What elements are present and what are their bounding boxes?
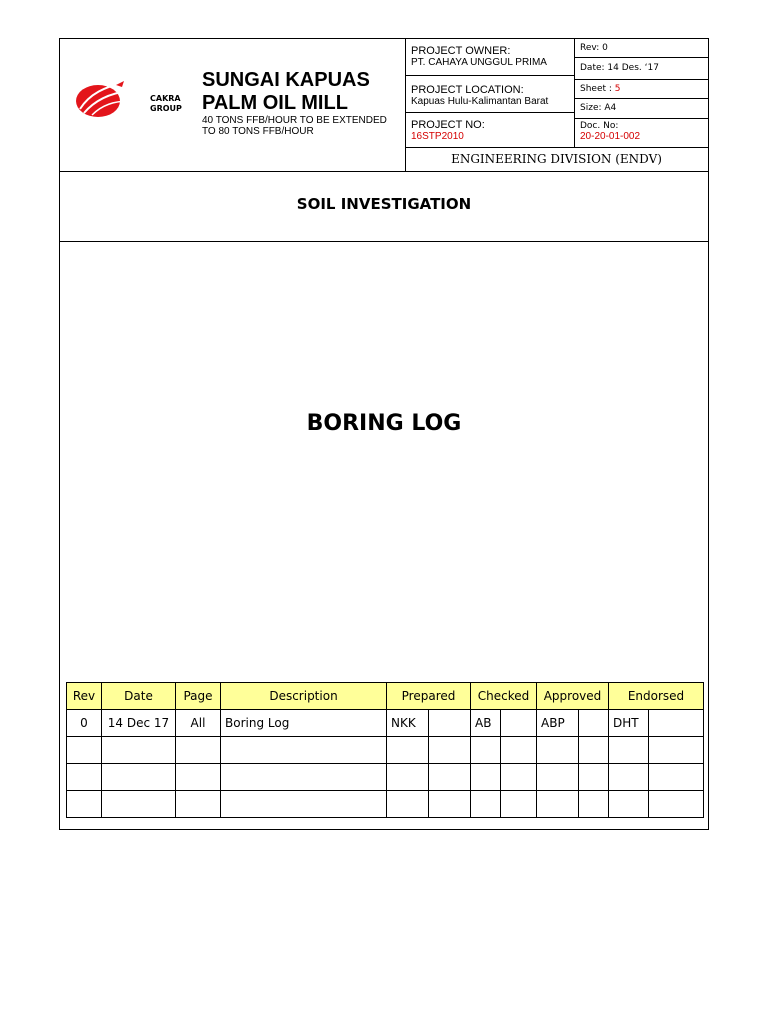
table-row: [67, 791, 704, 818]
rev-value: 0: [602, 43, 608, 53]
header-date: Date: [102, 683, 176, 710]
size-value: A4: [604, 103, 617, 113]
cell-approved: [537, 791, 579, 818]
cell-page: [176, 764, 221, 791]
header-description: Description: [221, 683, 387, 710]
table-row: [67, 710, 704, 737]
cell-endorsed-sign: [649, 764, 704, 791]
header-page: Page: [176, 683, 221, 710]
cell-description: [221, 791, 387, 818]
cell-checked: [471, 737, 501, 764]
table-row: [67, 737, 704, 764]
size-label: Size:: [580, 103, 602, 113]
sheet-value: 5: [614, 84, 621, 94]
cell-prepared-sign: [429, 764, 471, 791]
cell-endorsed-sign: [649, 791, 704, 818]
title-block: [60, 39, 708, 172]
revision-table: [66, 682, 704, 818]
company-subtitle: 40 TONS FFB/HOUR TO BE EXTENDED TO 80 TONS FFB/HOUR: [202, 115, 387, 137]
project-no-cell: [405, 113, 574, 148]
cakra-group-logo-icon: [72, 79, 132, 123]
cell-checked-sign: [501, 764, 537, 791]
cell-checked-sign: [501, 710, 537, 737]
cell-endorsed-sign: [649, 737, 704, 764]
project-owner-cell: [405, 39, 574, 76]
sheet-cell: [574, 80, 708, 99]
logo-text: [150, 94, 182, 114]
project-location-cell: [405, 76, 574, 113]
cell-date: [102, 764, 176, 791]
project-owner-value: PT. CAHAYA UNGGUL PRIMA: [411, 57, 547, 68]
doc-no-label: Doc. No:: [580, 121, 619, 131]
cell-endorsed-sign: [649, 710, 704, 737]
rev-cell: [574, 39, 708, 58]
doc-no-value: 20-20-01-002: [580, 131, 641, 142]
project-location-label: PROJECT LOCATION:: [411, 84, 524, 96]
division-name: ENGINEERING DIVISION (ENDV): [451, 152, 662, 166]
document-subject: SOIL INVESTIGATION: [60, 171, 708, 242]
project-info: [405, 39, 575, 148]
logo-text-line: CAKRA: [150, 94, 181, 103]
logo-text-line: GROUP: [150, 104, 182, 113]
date-label: Date:: [580, 63, 605, 73]
table-row: [67, 764, 704, 791]
cell-checked: [471, 791, 501, 818]
cell-approved-sign: [579, 737, 609, 764]
cell-checked: [471, 764, 501, 791]
rev-label: Rev:: [580, 43, 600, 53]
cell-prepared-sign: [429, 737, 471, 764]
project-location-value: Kapuas Hulu-Kalimantan Barat: [411, 96, 549, 107]
size-cell: [574, 99, 708, 119]
cell-approved-sign: [579, 710, 609, 737]
cell-approved: [537, 764, 579, 791]
cell-endorsed: [609, 791, 649, 818]
project-owner-label: PROJECT OWNER:: [411, 45, 511, 57]
revision-header-row: [67, 683, 704, 710]
cell-description: [221, 737, 387, 764]
cell-approved: ABP: [537, 710, 579, 737]
cell-page: All: [176, 710, 221, 737]
cell-description: [221, 764, 387, 791]
date-value: 14 Des. ‘17: [607, 63, 659, 73]
cell-prepared: [387, 764, 429, 791]
document-sheet: [59, 38, 709, 830]
cell-date: 14 Dec 17: [102, 710, 176, 737]
cell-page: [176, 737, 221, 764]
document-title: BORING LOG: [306, 411, 462, 436]
document-meta: [574, 39, 708, 148]
cell-approved-sign: [579, 791, 609, 818]
header-checked: Checked: [471, 683, 537, 710]
date-cell: [574, 58, 708, 80]
cell-approved: [537, 737, 579, 764]
company-name: SUNGAI KAPUAS PALM OIL MILL: [202, 69, 370, 114]
cell-prepared: [387, 737, 429, 764]
cell-prepared: [387, 791, 429, 818]
cell-checked: AB: [471, 710, 501, 737]
cell-date: [102, 791, 176, 818]
cell-prepared: NKK: [387, 710, 429, 737]
doc-no-cell: [574, 119, 708, 148]
cell-page: [176, 791, 221, 818]
cell-prepared-sign: [429, 710, 471, 737]
project-no-value: 16STP2010: [411, 131, 464, 142]
cell-date: [102, 737, 176, 764]
project-no-label: PROJECT NO:: [411, 119, 485, 131]
cell-description: Boring Log: [221, 710, 387, 737]
cell-rev: [67, 791, 102, 818]
cell-endorsed: [609, 764, 649, 791]
cell-endorsed: [609, 737, 649, 764]
header-approved: Approved: [537, 683, 609, 710]
cell-checked-sign: [501, 791, 537, 818]
header-endorsed: Endorsed: [609, 683, 704, 710]
cell-approved-sign: [579, 764, 609, 791]
cell-rev: [67, 764, 102, 791]
sheet-label: Sheet :: [580, 84, 612, 94]
cell-rev: 0: [67, 710, 102, 737]
cell-checked-sign: [501, 737, 537, 764]
cell-endorsed: DHT: [609, 710, 649, 737]
cell-prepared-sign: [429, 791, 471, 818]
cell-rev: [67, 737, 102, 764]
company-block: [60, 39, 406, 171]
header-prepared: Prepared: [387, 683, 471, 710]
header-rev: Rev: [67, 683, 102, 710]
